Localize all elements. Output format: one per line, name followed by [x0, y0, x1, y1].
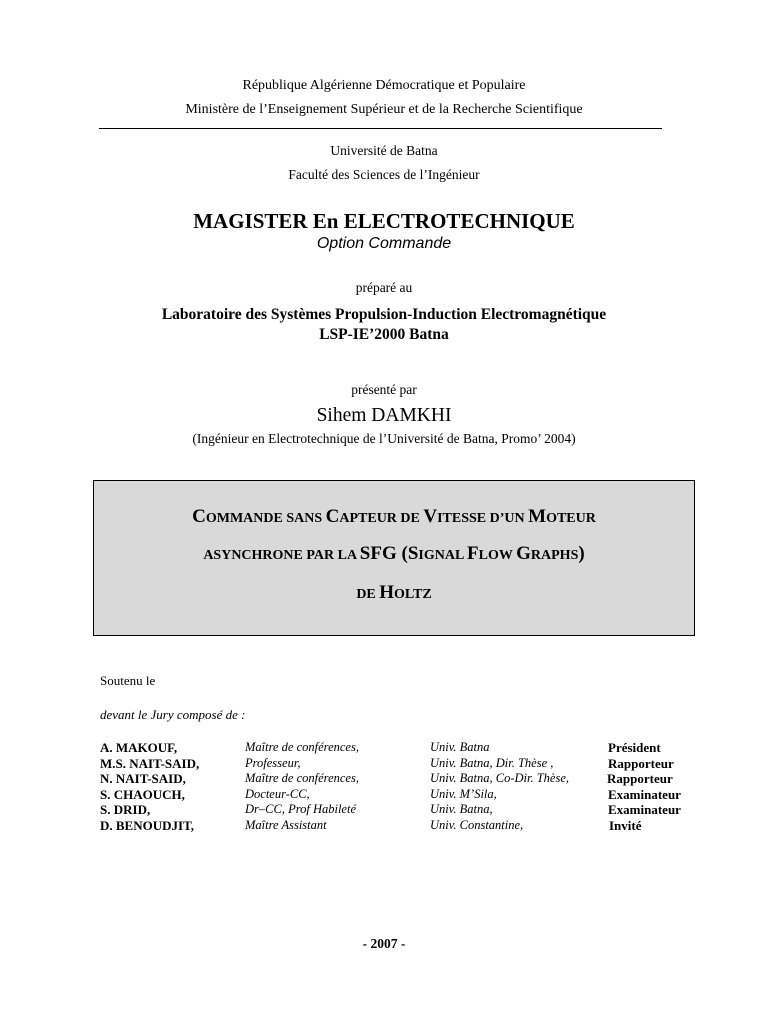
jury-member-university: Univ. Batna, Co-Dir. Thèse, — [430, 771, 569, 785]
jury-member-name: S. DRID, — [100, 802, 151, 817]
defense-year: - 2007 - — [362, 936, 406, 951]
jury-member-role: Examinateur — [608, 787, 681, 802]
jury-member-name: N. NAIT-SAID, — [100, 771, 186, 786]
thesis-title-line-3: DE HOLTZ — [356, 582, 432, 603]
lab-code: LSP-IE’2000 Batna — [319, 326, 449, 343]
jury-member-university: Univ. Batna — [430, 740, 490, 754]
jury-member-title: Dr–CC, Prof Habileté — [245, 802, 356, 816]
jury-member-title: Maître Assistant — [245, 818, 327, 832]
degree-title: MAGISTER En ELECTROTECHNIQUE — [193, 209, 575, 233]
jury-member-university: Univ. M’Sila, — [430, 787, 497, 801]
jury-member-role: Examinateur — [608, 802, 681, 817]
thesis-title-box — [93, 480, 695, 636]
jury-member-role: Président — [608, 740, 661, 755]
jury-label: devant le Jury composé de : — [100, 707, 246, 722]
lab-name: Laboratoire des Systèmes Propulsion-Induction Electromagnétique — [161, 306, 607, 323]
soutenu-label: Soutenu le — [100, 673, 156, 688]
jury-member-university: Univ. Batna, — [430, 802, 493, 816]
jury-member-name: S. CHAOUCH, — [100, 787, 185, 802]
jury-row — [100, 802, 700, 818]
author-credential: (Ingénieur en Electrotechnique de l’Université de Batna, Promo’ 2004) — [192, 431, 576, 446]
jury-member-role: Invité — [609, 818, 642, 833]
presented-label: présenté par — [351, 382, 417, 397]
thesis-title-line-2: ASYNCHRONE PAR LA SFG (SIGNAL FLOW GRAPHS) — [203, 543, 585, 564]
ministry-name: Ministère de l’Enseignement Supérieur et de la Recherche Scientifique — [185, 102, 583, 117]
jury-row — [100, 818, 700, 834]
jury-member-name: D. BENOUDJIT, — [100, 818, 195, 833]
jury-member-title: Maître de conférences, — [245, 771, 359, 785]
jury-member-university: Univ. Batna, Dir. Thèse , — [430, 756, 554, 770]
thesis-title-line-1: COMMANDE SANS CAPTEUR DE VITESSE D’UN MOTEUR — [192, 506, 596, 527]
jury-member-title: Maître de conférences, — [245, 740, 359, 754]
faculty-name: Faculté des Sciences de l’Ingénieur — [288, 167, 480, 182]
university-name: Université de Batna — [330, 143, 438, 158]
author-name: Sihem DAMKHI — [316, 405, 452, 426]
republic-name: République Algérienne Démocratique et Populaire — [242, 78, 526, 93]
jury-member-role: Rapporteur — [607, 771, 673, 786]
jury-member-role: Rapporteur — [608, 756, 674, 771]
jury-row — [100, 740, 700, 756]
jury-row — [100, 771, 700, 787]
jury-member-title: Docteur-CC, — [245, 787, 310, 801]
jury-row — [100, 756, 700, 772]
jury-member-name: A. MAKOUF, — [100, 740, 178, 755]
degree-option: Option Commande — [316, 235, 452, 252]
jury-member-name: M.S. NAIT-SAID, — [100, 756, 200, 771]
prepared-label: préparé au — [355, 280, 413, 295]
jury-member-university: Univ. Constantine, — [430, 818, 524, 832]
header-divider — [99, 128, 662, 129]
jury-row — [100, 787, 700, 803]
jury-member-title: Professeur, — [245, 756, 301, 770]
